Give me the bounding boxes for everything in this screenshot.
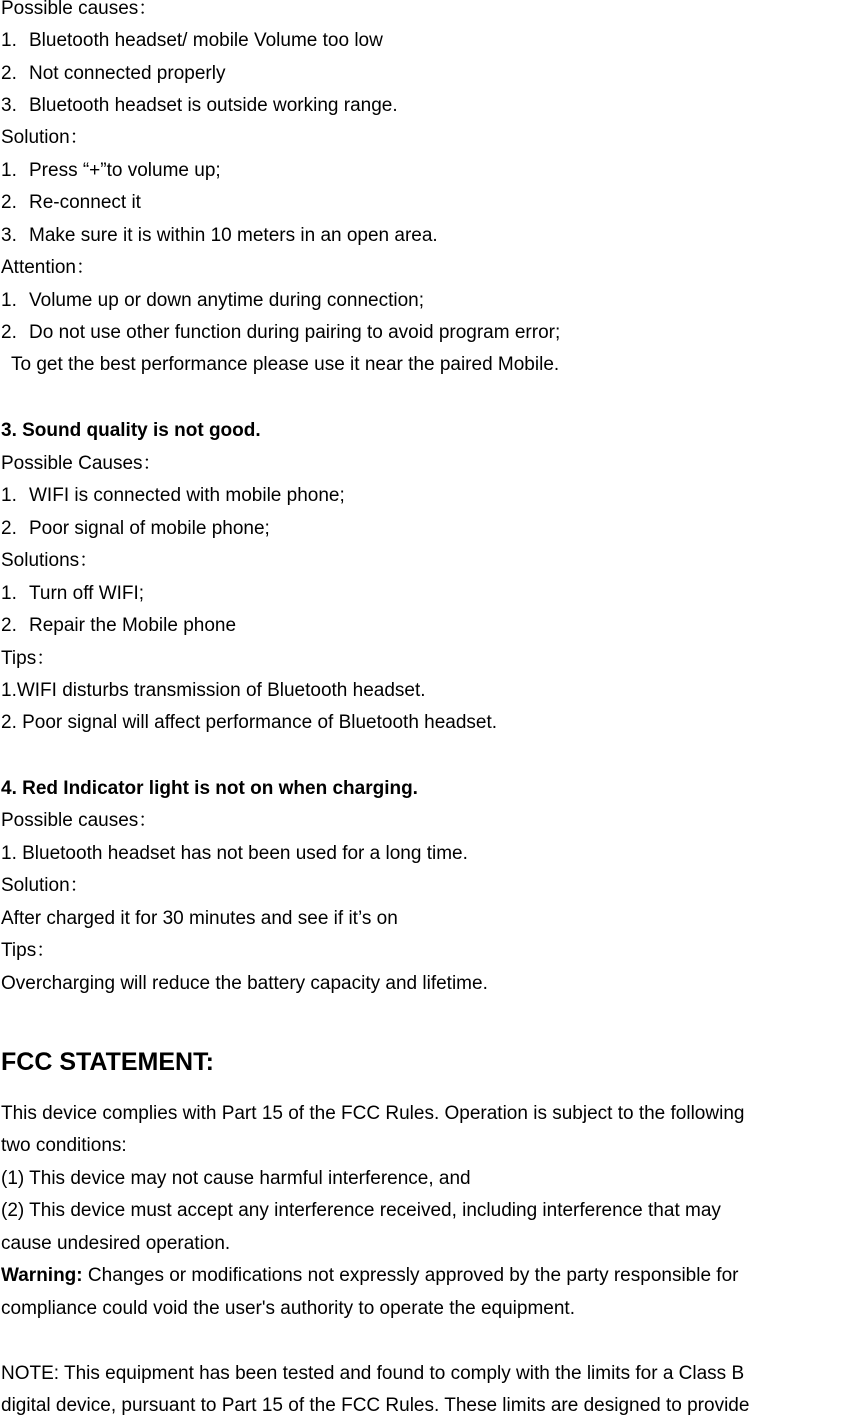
fcc-heading: FCC STATEMENT:	[1, 1048, 214, 1076]
list-number: 1.	[1, 290, 17, 311]
list-text: Turn off WIFI;	[29, 583, 145, 604]
fcc-note-continued: digital device, pursuant to Part 15 of the FCC Rules. These limits are designed to provide	[1, 1395, 750, 1416]
attention-note: To get the best performance please use it near the paired Mobile.	[11, 354, 560, 375]
tip-item: 2. Poor signal will affect performance of Bluetooth headset.	[1, 712, 498, 733]
list-text: Not connected properly	[29, 63, 226, 84]
list-item	[1, 582, 144, 606]
tips-label: Tips：	[1, 940, 56, 961]
list-number: 1.	[1, 30, 17, 51]
warning-label: Warning:	[1, 1265, 83, 1286]
cause-item: 1. Bluetooth headset has not been used for a long time.	[1, 843, 468, 864]
fcc-warning-continued: compliance could void the user's authority to operate the equipment.	[1, 1298, 575, 1319]
causes-label: Possible Causes：	[1, 453, 162, 474]
solution-item: After charged it for 30 minutes and see if it’s on	[1, 908, 398, 929]
section-heading: 4. Red Indicator light is not on when charging.	[1, 778, 418, 799]
list-number: 1.	[1, 160, 17, 181]
list-text: Do not use other function during pairing to avoid program error;	[29, 322, 561, 343]
list-number: 2.	[1, 322, 17, 343]
solution-label: Solution：	[1, 875, 89, 896]
list-number: 3.	[1, 225, 17, 246]
list-number: 1.	[1, 583, 17, 604]
list-item	[1, 62, 225, 86]
list-number: 2.	[1, 63, 17, 84]
list-number: 2.	[1, 192, 17, 213]
list-item	[1, 191, 141, 215]
list-item	[1, 289, 424, 313]
list-item	[1, 159, 221, 183]
list-text: Bluetooth headset is outside working range.	[29, 95, 398, 116]
list-item	[1, 321, 560, 345]
list-number: 2.	[1, 615, 17, 636]
list-text: Bluetooth headset/ mobile Volume too low	[29, 30, 383, 51]
list-number: 1.	[1, 485, 17, 506]
tips-label: Tips：	[1, 648, 56, 669]
list-text: WIFI is connected with mobile phone;	[29, 485, 345, 506]
warning-text: Changes or modifications not expressly approved by the party responsible for	[82, 1265, 739, 1286]
fcc-intro: This device complies with Part 15 of the FCC Rules. Operation is subject to the following	[1, 1103, 745, 1124]
list-item	[1, 29, 383, 53]
list-text: Repair the Mobile phone	[29, 615, 237, 636]
list-number: 2.	[1, 518, 17, 539]
fcc-note: NOTE: This equipment has been tested and found to comply with the limits for a Class B	[1, 1363, 745, 1384]
tip-item: 1.WIFI disturbs transmission of Bluetooth headset.	[1, 680, 426, 701]
fcc-warning	[1, 1264, 738, 1288]
list-item	[1, 517, 270, 541]
section-heading: 3. Sound quality is not good.	[1, 420, 261, 441]
list-item	[1, 224, 438, 248]
list-item	[1, 614, 236, 638]
list-text: Make sure it is within 10 meters in an open area.	[29, 225, 438, 246]
list-number: 3.	[1, 95, 17, 116]
list-item	[1, 94, 398, 118]
causes-label: Possible causes：	[1, 810, 158, 831]
fcc-condition-2: (2) This device must accept any interference received, including interference that may	[1, 1200, 721, 1221]
list-text: Volume up or down anytime during connection;	[29, 290, 425, 311]
fcc-condition-1: (1) This device may not cause harmful interference, and	[1, 1168, 471, 1189]
list-item	[1, 484, 345, 508]
solutions-label: Solutions：	[1, 550, 99, 571]
list-text: Poor signal of mobile phone;	[29, 518, 270, 539]
causes-label: Possible causes：	[1, 0, 158, 19]
list-text: Re-connect it	[29, 192, 141, 213]
attention-label: Attention：	[1, 257, 95, 278]
fcc-condition-2-continued: cause undesired operation.	[1, 1233, 231, 1254]
tip-item: Overcharging will reduce the battery capacity and lifetime.	[1, 973, 488, 994]
list-text: Press “+”to volume up;	[29, 160, 221, 181]
solution-label: Solution：	[1, 127, 89, 148]
fcc-intro-continued: two conditions:	[1, 1135, 127, 1156]
